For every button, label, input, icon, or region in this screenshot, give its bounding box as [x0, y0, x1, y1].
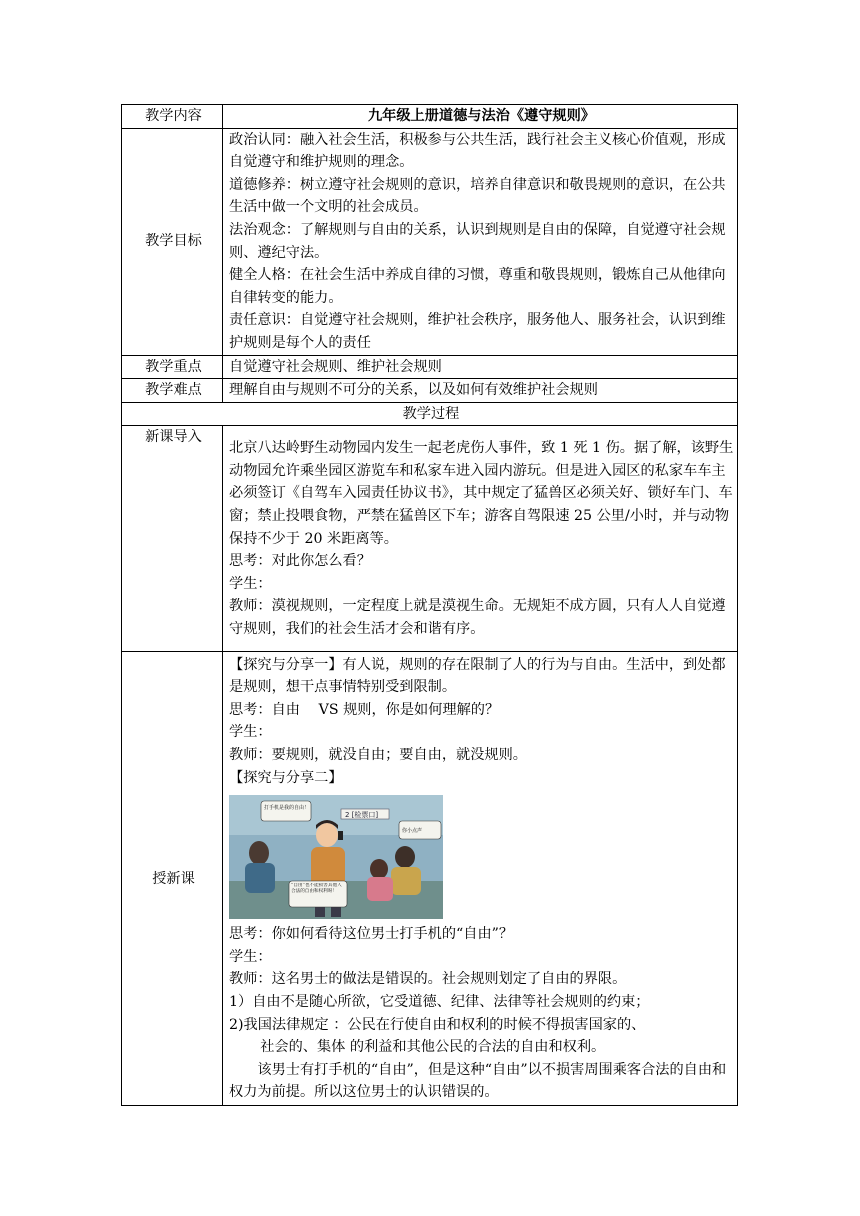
intro-student: 学生：	[229, 575, 272, 592]
objective-responsibility: 责任意识：自觉遵守社会规则，维护社会秩序，服务他人、服务社会，认识到维护规则是每个人的责任	[229, 312, 726, 351]
intro-question: 思考：对此你怎么看？	[229, 553, 371, 570]
phone-freedom-illustration	[229, 795, 443, 919]
intro-cell	[223, 426, 738, 652]
question-one: 思考：自由 VS 规则，你是如何理解的？	[229, 701, 500, 718]
teacher-two: 教师：这名男士的做法是错误的。社会规则划定了自由的界限。	[229, 971, 627, 988]
intro-story: 北京八达岭野生动物园内发生一起老虎伤人事件，致 1 死 1 伤。据了解，该野生动物园允许乘坐园区游览车和私家车进入园内游玩。但是进入园区的私家车车主必须签订《自驾车入园责任协议书》，其中规定了猛兽区必须关好、锁好车门、车窗；禁止投喂食物，严禁在猛兽区下车；游客自驾限速 25 公里/小时，并与动物保持不少于 20 米距离等。	[229, 440, 734, 547]
point-one: 1）自由不是随心所欲，它受道德、纪律、法律等社会规则的约束；	[229, 994, 650, 1010]
bubble-quiet-please: 你小点声	[402, 828, 423, 835]
svg-text:你小点声	[402, 827, 422, 834]
process-title: 教学过程	[122, 402, 738, 426]
sign-text: 2 [检票口]	[345, 811, 379, 820]
conclusion: 该男士有打手机的“自由”，但是这种“自由”以不损害周围乘客合法的自由和权力为前提。所以这位男士的认识错误的。	[229, 1061, 727, 1101]
new-lesson-label: 授新课	[122, 652, 223, 1106]
objectives-cell	[223, 128, 738, 355]
lesson-plan-table	[121, 104, 738, 1106]
point-two-a: 2)我国法律规定 ：公民在行使自由和权利的时候不得损害国家的、	[229, 1016, 646, 1033]
student-two: 学生：	[229, 948, 272, 965]
key-point-text: 自觉遵守社会规则、维护社会规则	[223, 355, 738, 379]
explore-two: 【探究与分享二】	[229, 769, 343, 786]
intro-label: 新课导入	[122, 426, 223, 652]
objective-political: 政治认同：融入社会生活，积极参与公共生活，践行社会主义核心价值观，形成自觉遵守和维护规则的理念。	[229, 131, 726, 171]
point-two-b: 社会的、集体 的利益和其他公民的合法的自由和权利。	[260, 1039, 606, 1056]
difficulty-label: 教学难点	[122, 379, 223, 403]
objectives-label: 教学目标	[122, 128, 223, 355]
teacher-one: 教师：要规则，就没自由；要自由，就没规则。	[229, 747, 527, 764]
lesson-title: 九年级上册道德与法治《遵守规则》	[223, 105, 738, 129]
svg-text:打手机是我的自由！	[264, 804, 309, 811]
objective-personality: 健全人格：在社会生活中养成自律的习惯，尊重和敬畏规则，锻炼自己从他律向自律转变的能力。	[229, 267, 726, 306]
intro-teacher: 教师：漠视规则，一定程度上就是漠视生命。无规矩不成方圆，只有人人自觉遵守规则，我们的社会生活才会和谐有序。	[229, 598, 726, 637]
bubble-freedom-limit: “自由”也不能损害其他人合法的自由和权利呀！	[291, 883, 342, 895]
key-point-label: 教学重点	[122, 355, 223, 379]
bubble-phone-freedom: 打手机是我的自由！	[264, 805, 310, 812]
new-lesson-cell	[223, 652, 738, 1106]
explore-one: 【探究与分享一】有人说，规则的存在限制了人的行为与自由。生活中，到处都是规则，想干点事情特别受到限制。	[229, 656, 726, 696]
objective-moral: 道德修养：树立遵守社会规则的意识，培养自律意识和敬畏规则的意识，在公共生活中做一个文明的社会成员。	[229, 176, 726, 216]
difficulty-text: 理解自由与规则不可分的关系，以及如何有效维护社会规则	[223, 379, 738, 403]
question-two: 思考：你如何看待这位男士打手机的“自由”？	[229, 926, 514, 943]
student-one: 学生：	[229, 724, 272, 741]
objective-law: 法治观念：了解规则与自由的关系，认识到规则是自由的保障，自觉遵守社会规则、遵纪守法。	[229, 221, 726, 261]
content-label: 教学内容	[122, 105, 223, 129]
